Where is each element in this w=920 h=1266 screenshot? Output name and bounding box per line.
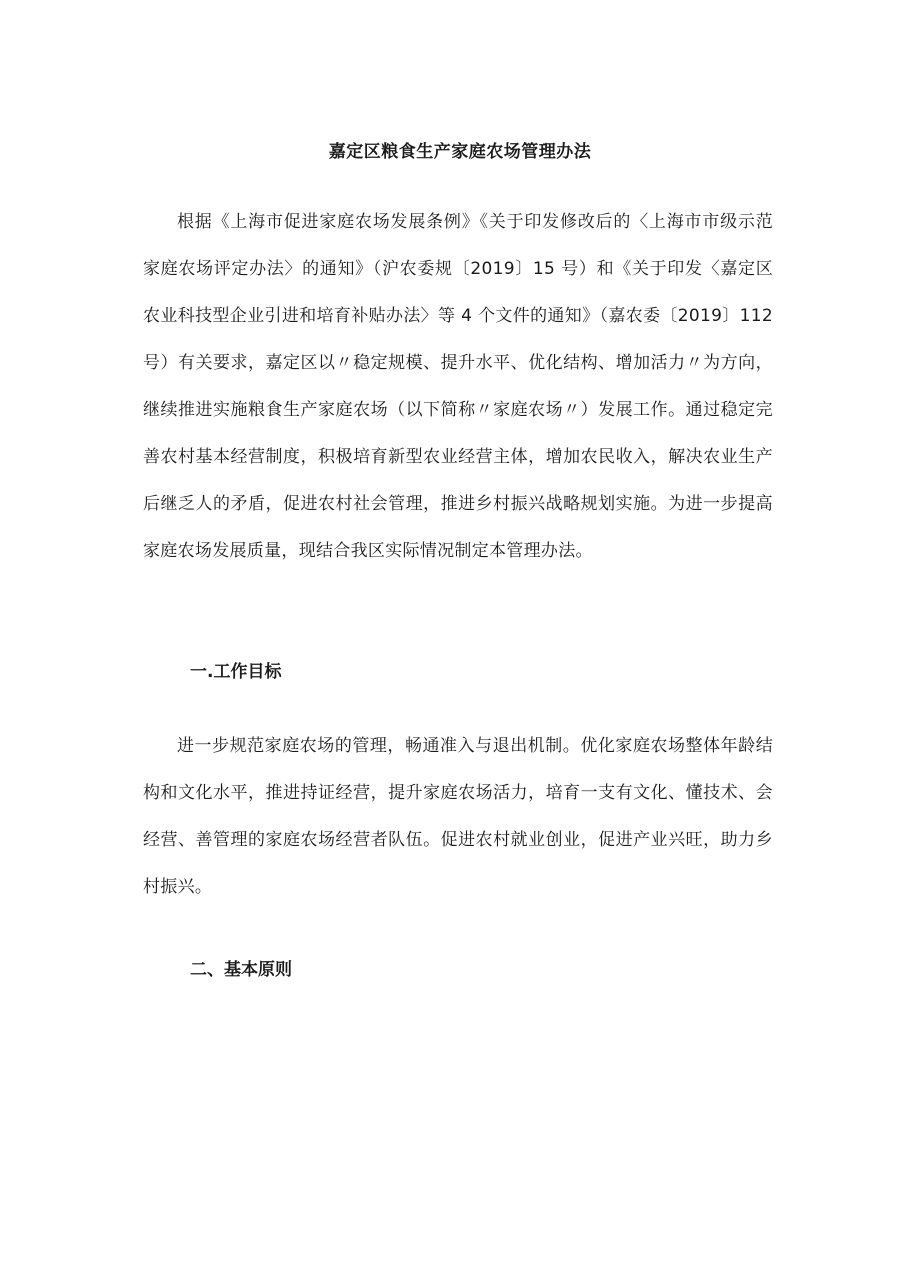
document-title: 嘉定区粮食生产家庭农场管理办法 bbox=[328, 142, 592, 162]
section-body-work-goals: 进一步规范家庭农场的管理，畅通准入与退出机制。优化家庭农场整体年龄结构和文化水平，推进持证经营，提升家庭农场活力，培育一支有文化、懂技术、会经营、善管理的家庭农场经营者队伍。促进农村就业创业，促进产业兴旺，助力乡村振兴。 bbox=[143, 736, 773, 897]
intro-paragraph: 根据《上海市促进家庭农场发展条例》《关于印发修改后的〈上海市市级示范家庭农场评定办法〉的通知》（沪农委规〔2019〕15 号）和《关于印发〈嘉定区农业科技型企业引进和培育补贴办法〉等 4 个文件的通知》（嘉农委〔2019〕112 号）有关要求，嘉定区以〃稳定规模、提升水平、优化结构、增加活力〃为方向，继续推进实施粮食生产家庭农场（以下简称〃家庭农场〃）发展工作。通过稳定完善农村基本经营制度，积极培育新型农业经营主体，增加农民收入，解决农业生产后继乏人的矛盾，促进农村社会管理，推进乡村振兴战略规划实施。为进一步提高家庭农场发展质量，现结合我区实际情况制定本管理办法。 bbox=[143, 212, 773, 561]
section-heading-basic-principles: 二、基本原则 bbox=[190, 960, 292, 980]
section-heading-work-goals: 一.工作目标 bbox=[190, 662, 282, 682]
